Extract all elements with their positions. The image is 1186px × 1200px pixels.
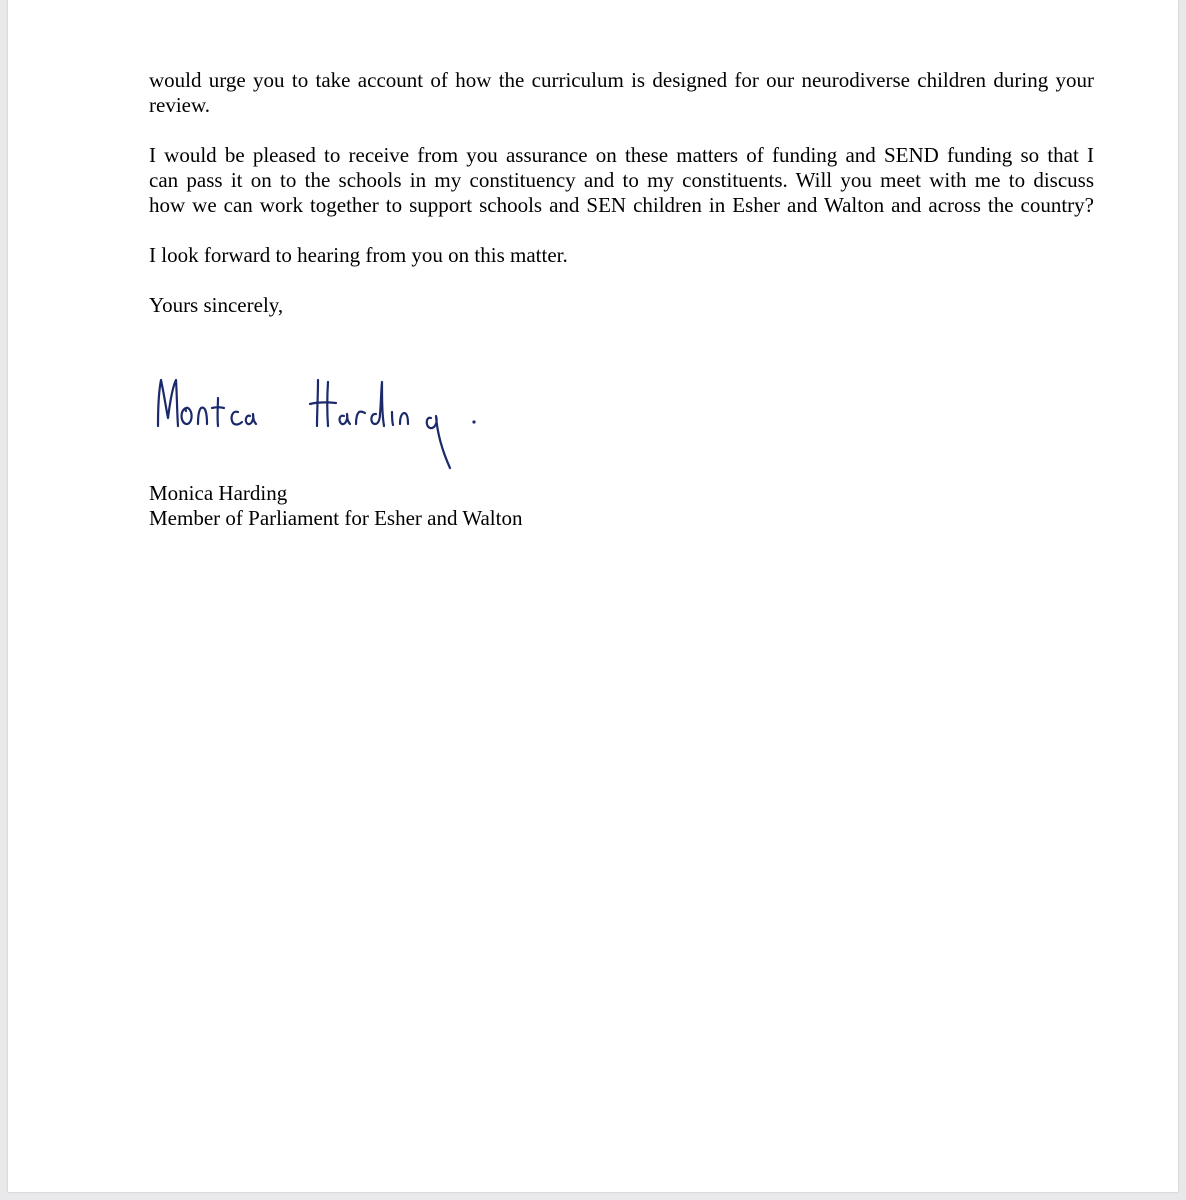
letter-page — [8, 0, 1178, 1192]
handwritten-signature — [146, 368, 506, 478]
signatory-name: Monica Harding — [149, 481, 288, 505]
letter-closing — [149, 293, 283, 318]
closing-line: Yours sincerely, — [149, 293, 284, 317]
paragraph-line: can pass it on to the schools in my constituency and to my constituents. Will you meet with me to discuss — [149, 168, 1094, 192]
paragraph-look-forward — [149, 243, 568, 268]
paragraph-curriculum — [149, 68, 1094, 118]
paragraph-line: review. — [149, 93, 211, 117]
signatory-role: Member of Parliament for Esher and Walton — [149, 506, 523, 530]
paragraph-line: I would be pleased to receive from you assurance on these matters of funding and SEND funding so that I — [149, 143, 1094, 167]
paragraph-line: how we can work together to support schools and SEN children in Esher and Walton and across the country? — [149, 193, 1094, 217]
paragraph-funding-request — [149, 143, 1094, 218]
paragraph-line: I look forward to hearing from you on this matter. — [149, 243, 568, 267]
paragraph-line: would urge you to take account of how the curriculum is designed for our neurodiverse children during your — [149, 68, 1094, 92]
